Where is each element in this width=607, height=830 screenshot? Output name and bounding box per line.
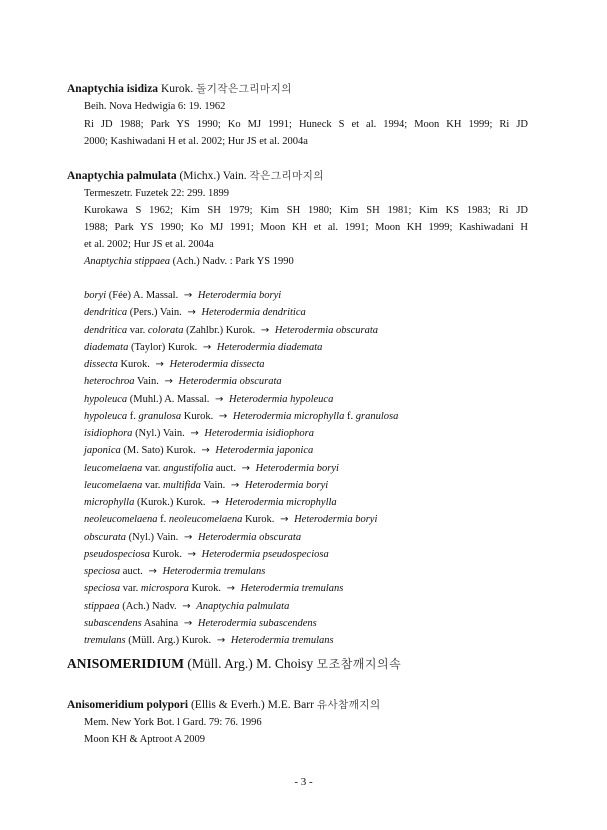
synonym-target: Heterodermia diademata xyxy=(216,341,323,353)
synonym-author: Kurok. xyxy=(244,514,275,526)
arrow-icon: → xyxy=(182,600,191,612)
synonym-epithet: leucomelaena xyxy=(84,479,143,491)
reference-line: Ri JD 1988; Park YS 1990; Ko MJ 1991; Huneck S et al. 1994; Moon KH 1999; Ri JD xyxy=(84,119,528,130)
synonym-target: Heterodermia tremulans xyxy=(162,566,266,577)
species-author: Kurok. xyxy=(160,83,194,95)
entry-heading xyxy=(67,82,292,96)
page-number: - 3 - xyxy=(294,776,313,788)
synonym-rank: var. xyxy=(122,583,139,595)
reference-line: Moon KH & Aptroot A 2009 xyxy=(84,734,206,745)
publication-line: Termeszetr. Fuzetek 22: 299. 1899 xyxy=(84,188,230,199)
synonym-target-rank: f. xyxy=(346,410,354,422)
synonym-line xyxy=(84,462,339,476)
synonym-line xyxy=(84,496,337,510)
synonym-line xyxy=(84,289,281,303)
genus-heading xyxy=(67,656,401,672)
synonym-epithet: speciosa xyxy=(84,566,121,577)
reference-line: et al. 2002; Hur JS et al. 2004a xyxy=(84,239,214,250)
synonym-epithet: obscurata xyxy=(84,531,126,543)
synonym-epithet: tremulans xyxy=(84,635,126,646)
synonym-line xyxy=(84,479,328,493)
synonym-epithet: japonica xyxy=(84,445,121,457)
synonym-line xyxy=(84,324,378,338)
arrow-icon: → xyxy=(183,531,193,543)
synonym-target: Heterodermia boryi xyxy=(244,479,329,491)
synonym-author: (Fée) A. Massal. xyxy=(108,290,179,301)
misapplied-line xyxy=(84,255,528,269)
synonym-infra-epithet: colorata xyxy=(147,324,184,336)
synonym-author: Kurok. xyxy=(120,359,150,370)
synonym-line xyxy=(84,427,314,441)
synonym-epithet: dendritica xyxy=(84,324,128,336)
synonym-epithet: diademata xyxy=(84,341,129,353)
arrow-icon: → xyxy=(190,428,199,439)
synonym-author: Kurok. xyxy=(183,410,214,422)
publication-line: Mem. New York Bot. l Gard. 79: 76. 1996 xyxy=(84,717,262,728)
synonym-target: Heterodermia dendritica xyxy=(201,307,306,319)
synonym-infra-epithet: neoleucomelaena xyxy=(168,514,243,526)
synonym-target: Heterodermia obscurata xyxy=(197,531,302,543)
synonym-epithet: dissecta xyxy=(84,359,118,370)
synonym-epithet: stippaea xyxy=(84,600,120,612)
synonym-epithet: hypoleuca xyxy=(84,393,128,405)
synonym-infra-epithet: multifida xyxy=(163,479,201,491)
entry-heading xyxy=(67,698,381,712)
synonym-rank: var. xyxy=(144,479,161,491)
publication-line: Beih. Nova Hedwigia 6: 19. 1962 xyxy=(84,101,226,112)
synonym-target: Heterodermia japonica xyxy=(215,445,314,457)
species-name: Anisomeridium polypori xyxy=(67,699,189,711)
synonym-line xyxy=(84,341,322,355)
korean-name: 작은그리마지의 xyxy=(249,170,325,182)
synonym-author: auct. xyxy=(122,566,143,577)
arrow-icon: → xyxy=(187,548,197,560)
synonym-target: Heterodermia isidiophora xyxy=(204,428,314,439)
synonym-author: (Pers.) Vain. xyxy=(129,307,182,319)
synonym-target: Heterodermia dissecta xyxy=(169,359,265,370)
arrow-icon: → xyxy=(183,290,193,301)
synonym-target: Heterodermia tremulans xyxy=(230,635,334,646)
synonym-line xyxy=(84,444,313,458)
arrow-icon: → xyxy=(230,479,240,491)
synonym-author: (Taylor) Kurok. xyxy=(130,341,198,353)
synonym-line xyxy=(84,548,329,562)
synonym-epithet: heterochroa xyxy=(84,376,135,388)
synonym-author: (Ach.) Nadv. xyxy=(122,600,177,612)
synonym-rank: var. xyxy=(129,324,146,336)
misapplied-name: Anaptychia stippaea xyxy=(84,256,171,267)
genus-name: ANISOMERIDIUM xyxy=(67,656,185,671)
synonym-author: Kurok. xyxy=(191,583,221,595)
arrow-icon: → xyxy=(215,393,224,405)
synonym-rank: f. xyxy=(160,514,167,526)
synonym-author: (Nyl.) Vain. xyxy=(128,531,179,543)
synonym-target: Heterodermia microphylla xyxy=(232,410,345,422)
arrow-icon: → xyxy=(211,497,220,508)
reference-line: 1988; Park YS 1990; Ko MJ 1991; Moon KH et al. 1991; Moon KH 1999; Kashiwadani H xyxy=(84,222,528,233)
misapplied-rest: (Ach.) Nadv. : Park YS 1990 xyxy=(172,256,294,267)
species-author: (Michx.) Vain. xyxy=(179,170,247,182)
synonym-epithet: hypoleuca xyxy=(84,410,128,422)
arrow-icon: → xyxy=(280,514,289,526)
synonym-line xyxy=(84,582,343,596)
synonym-line xyxy=(84,634,334,648)
synonym-line xyxy=(84,306,306,320)
synonym-rank: var. xyxy=(144,462,161,474)
genus-author: (Müll. Arg.) M. Choisy xyxy=(187,656,314,671)
synonym-author: (Kurok.) Kurok. xyxy=(136,497,206,508)
synonym-target: Heterodermia pseudospeciosa xyxy=(201,548,329,560)
synonym-epithet: subascendens xyxy=(84,617,142,629)
reference-line: Kurokawa S 1962; Kim SH 1979; Kim SH 1980; Kim SH 1981; Kim KS 1983; Ri JD xyxy=(84,205,528,216)
synonym-line xyxy=(84,393,333,407)
synonym-author: auct. xyxy=(215,462,236,474)
genus-korean-name: 모조참깨지의속 xyxy=(316,657,402,671)
synonym-author: (Zahlbr.) Kurok. xyxy=(186,324,256,336)
species-name: Anaptychia palmulata xyxy=(67,170,177,182)
synonym-target-infra: granulosa xyxy=(355,410,399,422)
synonym-target: Anaptychia palmulata xyxy=(196,600,290,612)
synonym-author: Asahina xyxy=(143,617,179,629)
synonym-line xyxy=(84,375,282,389)
synonym-author: (Muhl.) A. Massal. xyxy=(129,393,210,405)
synonym-target: Heterodermia subascendens xyxy=(197,617,317,629)
synonym-author: (Müll. Arg.) Kurok. xyxy=(128,635,212,646)
arrow-icon: → xyxy=(202,341,212,353)
synonym-line xyxy=(84,410,398,424)
arrow-icon: → xyxy=(260,324,270,336)
entry-heading xyxy=(67,169,324,183)
synonym-target: Heterodermia microphylla xyxy=(225,497,337,508)
synonym-author: (M. Sato) Kurok. xyxy=(123,445,196,457)
arrow-icon: → xyxy=(226,583,236,595)
synonym-author: Vain. xyxy=(203,479,226,491)
synonym-epithet: leucomelaena xyxy=(84,462,143,474)
arrow-icon: → xyxy=(183,617,193,629)
synonym-line xyxy=(84,513,377,527)
synonym-epithet: dendritica xyxy=(84,307,128,319)
synonym-epithet: isidiophora xyxy=(84,428,133,439)
synonym-target: Heterodermia obscurata xyxy=(274,324,378,336)
species-author: (Ellis & Everh.) M.E. Barr xyxy=(190,699,314,711)
synonym-infra-epithet: microspora xyxy=(140,583,189,595)
arrow-icon: → xyxy=(201,445,210,457)
reference-line: 2000; Kashiwadani H et al. 2002; Hur JS et al. 2004a xyxy=(84,136,308,147)
arrow-icon: → xyxy=(187,307,196,319)
synonym-line xyxy=(84,531,301,545)
arrow-icon: → xyxy=(218,410,228,422)
synonym-target: Heterodermia boryi xyxy=(255,462,339,474)
synonym-infra-epithet: angustifolia xyxy=(163,462,214,474)
synonym-epithet: neoleucomelaena xyxy=(84,514,158,526)
arrow-icon: → xyxy=(216,635,226,646)
species-name: Anaptychia isidiza xyxy=(67,83,159,95)
synonym-line xyxy=(84,617,317,631)
synonym-target: Heterodermia tremulans xyxy=(240,583,344,595)
arrow-icon: → xyxy=(241,462,250,474)
synonym-target: Heterodermia hypoleuca xyxy=(229,393,334,405)
synonym-target: Heterodermia boryi xyxy=(294,514,378,526)
synonym-line xyxy=(84,600,289,614)
synonym-author: Kurok. xyxy=(152,548,183,560)
synonym-target: Heterodermia boryi xyxy=(197,290,282,301)
arrow-icon: → xyxy=(164,376,173,388)
arrow-icon: → xyxy=(148,566,157,577)
synonym-author: (Nyl.) Vain. xyxy=(135,428,185,439)
synonym-target: Heterodermia obscurata xyxy=(178,376,282,388)
synonym-epithet: pseudospeciosa xyxy=(84,548,150,560)
synonym-infra-epithet: granulosa xyxy=(138,410,182,422)
arrow-icon: → xyxy=(155,359,164,370)
synonym-epithet: microphylla xyxy=(84,497,135,508)
synonym-rank: f. xyxy=(129,410,136,422)
korean-name: 유사참깨지의 xyxy=(316,699,381,711)
synonym-line xyxy=(84,358,265,372)
synonym-epithet: speciosa xyxy=(84,583,121,595)
korean-name: 돌기작은그리마지의 xyxy=(196,83,292,95)
synonym-line xyxy=(84,565,265,579)
synonym-epithet: boryi xyxy=(84,290,107,301)
synonym-author: Vain. xyxy=(136,376,159,388)
